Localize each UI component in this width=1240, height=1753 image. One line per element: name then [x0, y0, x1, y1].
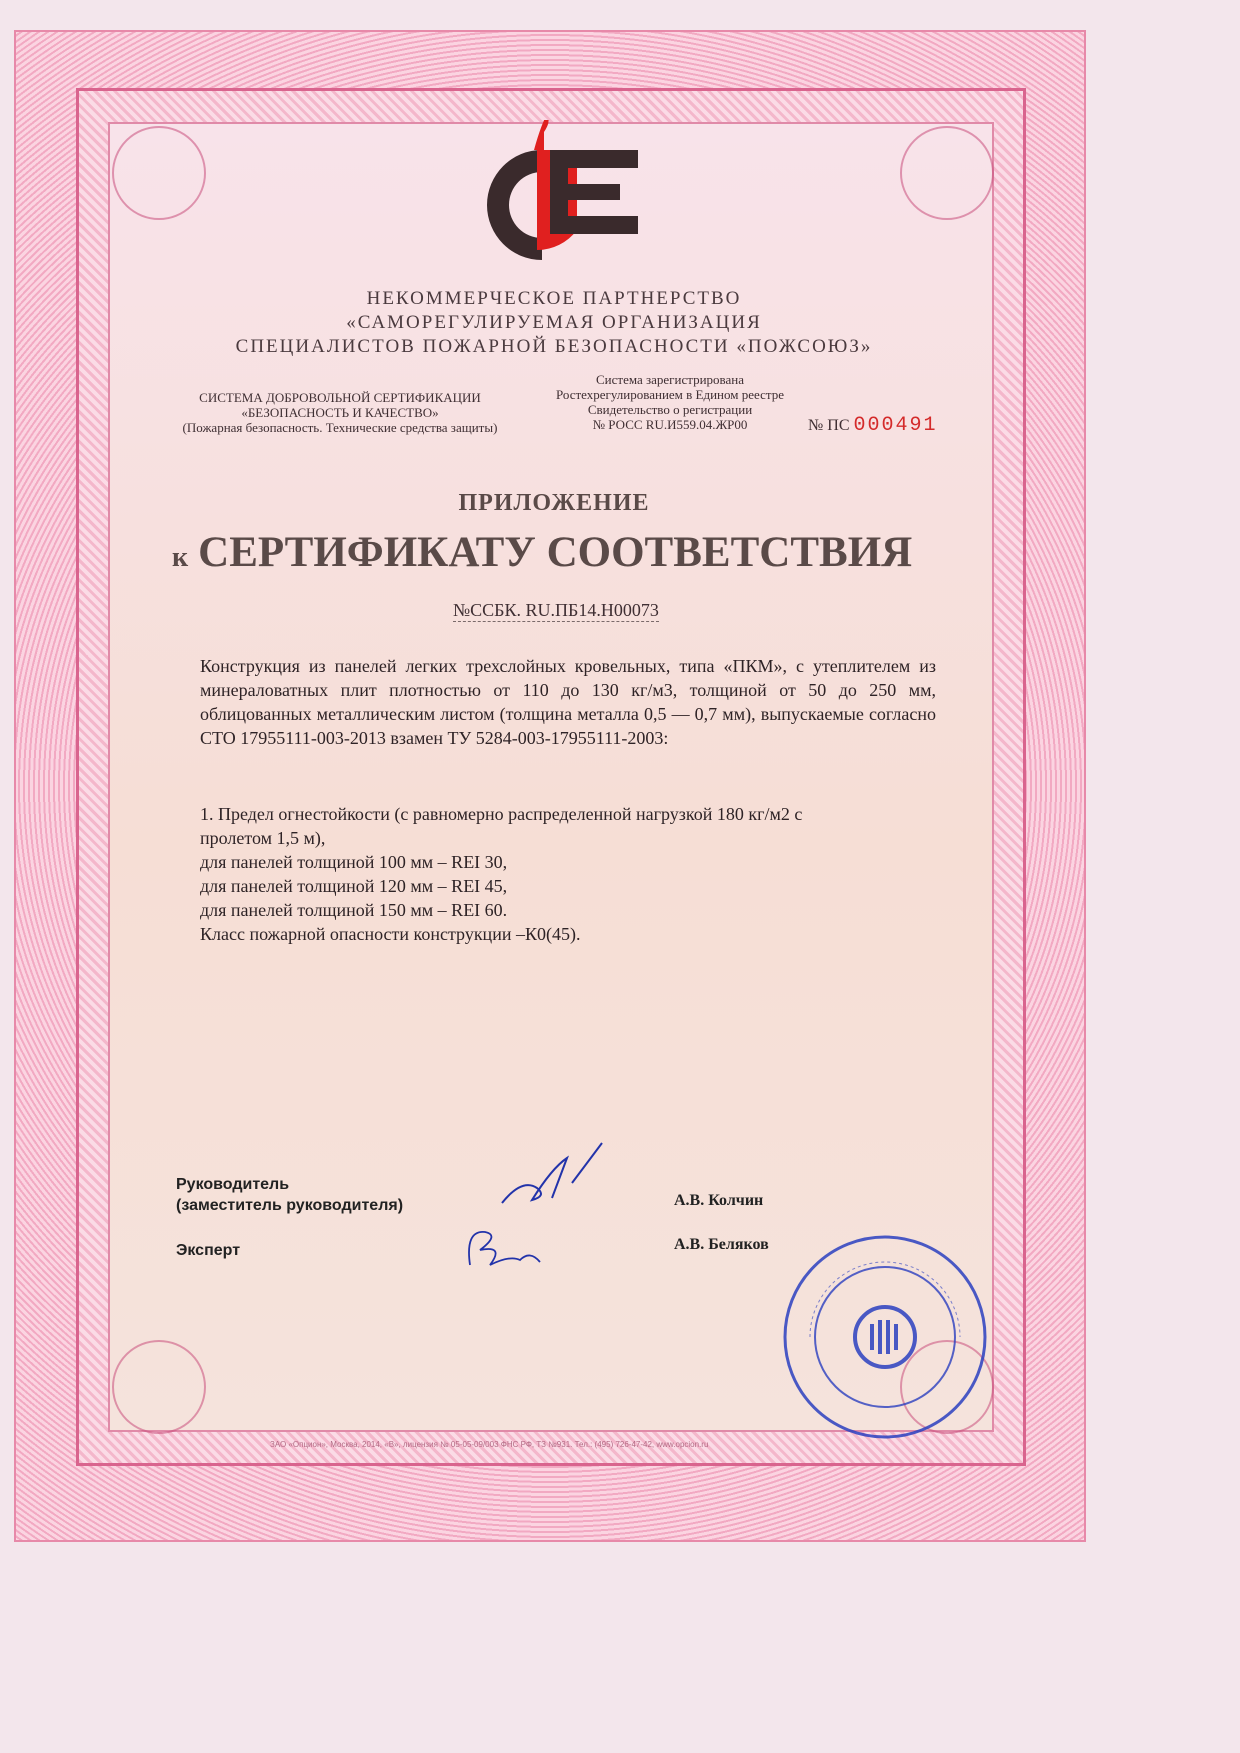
org-line-2: «САМОРЕГУЛИРУЕМАЯ ОРГАНИЗАЦИЯ — [346, 312, 762, 333]
product-description: Конструкция из панелей легких трехслойных кровельных, типа «ПКМ», с утеплителем из минераловатных плит плотностью от 110 до 130 кг/м3, толщиной от 50 до 250 мм, облицованных металлическим листом (толщина металла 0,5 — 0,7 мм), выпускаемые согласно СТО 17955111-003-2013 взамен ТУ 5284-003-17955111-2003: — [200, 656, 936, 748]
expert-name: А.В. Беляков — [674, 1236, 769, 1253]
characteristic-item: 1. Предел огнестойкости (с равномерно распределенной нагрузкой 180 кг/м2 с — [200, 804, 803, 824]
certificate-number: №ССБК. RU.ПБ14.Н00073 — [453, 600, 659, 620]
annex-heading: ПРИЛОЖЕНИЕ — [458, 490, 650, 516]
org-line-3: СПЕЦИАЛИСТОВ ПОЖАРНОЙ БЕЗОПАСНОСТИ «ПОЖСОЮЗ» — [235, 336, 873, 357]
expert-label: Эксперт — [176, 1242, 241, 1259]
heading-preposition: к — [172, 542, 189, 573]
serial-prefix: № ПС — [808, 417, 850, 434]
characteristic-item: для панелей толщиной 120 мм – REI 45, — [200, 876, 508, 896]
registry-line-4: № РОСС RU.И559.04.ЖР00 — [592, 417, 748, 432]
characteristic-item: для панелей толщиной 150 мм – REI 60. — [200, 900, 508, 920]
characteristics-list — [200, 802, 940, 946]
head-label-line-1: Руководитель — [176, 1176, 290, 1193]
serial-value: 000491 — [853, 414, 938, 437]
head-name: А.В. Колчин — [674, 1192, 764, 1209]
system-line-3: (Пожарная безопасность. Технические средства защиты) — [182, 420, 498, 435]
expert-signature — [460, 1220, 560, 1280]
certification-stamp — [780, 1232, 990, 1442]
ssbk-logo-icon — [482, 120, 642, 260]
corner-ornament-top-left — [112, 126, 206, 220]
registry-block — [520, 372, 820, 432]
characteristic-item: пролетом 1,5 м), — [200, 828, 326, 848]
corner-ornament-bottom-left — [112, 1340, 206, 1434]
head-signature — [492, 1138, 612, 1218]
registry-line-3: Свидетельство о регистрации — [587, 402, 753, 417]
characteristic-item: Класс пожарной опасности конструкции –К0(45). — [200, 924, 581, 944]
serial-number — [808, 414, 938, 437]
system-line-2: «БЕЗОПАСНОСТЬ И КАЧЕСТВО» — [241, 405, 439, 420]
system-block — [150, 390, 530, 435]
printer-footnote: ЗАО «Опцион», Москва, 2014, «В», лицензия № 05-05-09/003 ФНС РФ, ТЗ №931. Тел.: (495) 726-47-42, www.opcion.ru — [270, 1440, 709, 1449]
registry-line-2: Ростехрегулированием в Едином реестре — [556, 387, 784, 402]
head-label-line-2: (заместитель руководителя) — [176, 1197, 404, 1214]
system-line-1: СИСТЕМА ДОБРОВОЛЬНОЙ СЕРТИФИКАЦИИ — [199, 390, 481, 405]
org-line-1: НЕКОММЕРЧЕСКОЕ ПАРТНЕРСТВО — [366, 288, 742, 309]
head-label — [176, 1174, 403, 1216]
certificate-heading — [172, 528, 912, 577]
corner-ornament-top-right — [900, 126, 994, 220]
heading-title: СЕРТИФИКАТУ СООТВЕТСТВИЯ — [198, 529, 913, 576]
characteristic-item: для панелей толщиной 100 мм – REI 30, — [200, 852, 508, 872]
registry-line-1: Система зарегистрирована — [595, 372, 744, 387]
